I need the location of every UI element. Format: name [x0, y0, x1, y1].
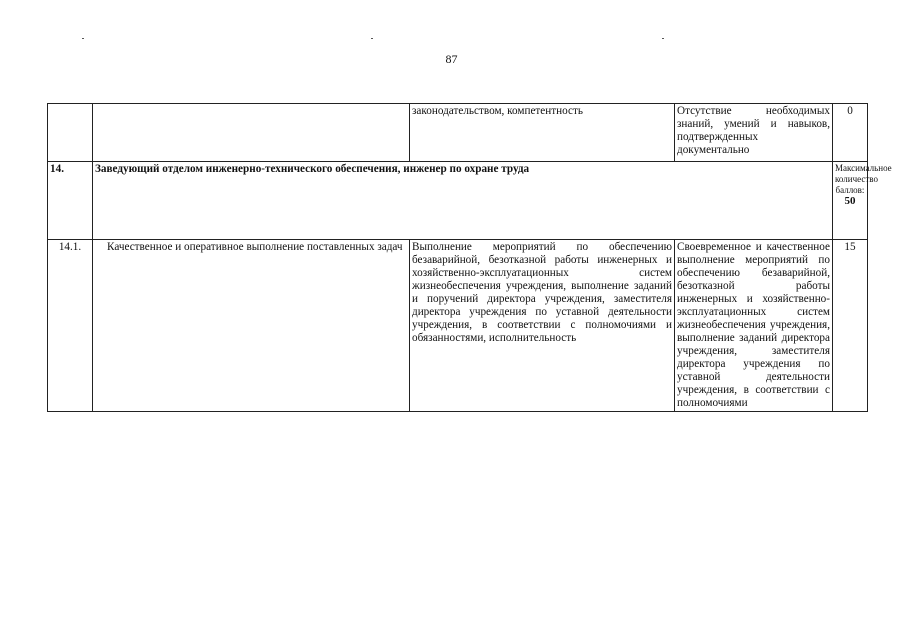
section-number: 14.: [48, 162, 93, 240]
score-value: 15: [833, 240, 868, 412]
evaluation-criterion: Отсутствие необходимых знаний, умений и навыков, подтвержденных документально: [675, 104, 833, 162]
section-header-row: [48, 162, 868, 240]
indicator-name: Качественное и оперативное выполнение поставленных задач: [93, 240, 410, 412]
max-score-cell: [833, 162, 892, 240]
max-score-label: Максимальное количество баллов:: [835, 163, 892, 195]
indicator-description: Выполнение мероприятий по обеспечению безаварийной, безотказной работы инженерных и хозяйственно-эксплуатационных систем жизнеобеспечения учреждения, выполнение заданий и поручений директора учреждения, заместителя директора учреждения по уставной деятельности учреждения, в соответствии с полномочиями и обязанностями, исполнительность: [410, 240, 675, 412]
scan-mark: [662, 38, 664, 39]
evaluation-criterion: Своевременное и качественное выполнение мероприятий по обеспечению безаварийной, безотказной работы инженерных и хозяйственно-эксплуатационных систем жизнеобеспечения учреждения, выполнение заданий директора учреждения, заместителя директора учреждения по уставной деятельности учреждения, в соответствии с полномочиями: [675, 240, 833, 412]
table-row: [48, 240, 868, 412]
scan-mark: [371, 38, 373, 39]
section-title: Заведующий отделом инженерно-технического обеспечения, инженер по охране труда: [93, 162, 833, 240]
indicator-description: законодательством, компетентность: [410, 104, 675, 162]
row-number: 14.1.: [48, 240, 93, 412]
score-value: 0: [833, 104, 868, 162]
scan-mark: [82, 38, 84, 39]
indicator-name: [93, 104, 410, 162]
row-number: [48, 104, 93, 162]
table-row-continuation: [48, 104, 868, 162]
criteria-table: [47, 103, 892, 412]
page-number: 87: [445, 52, 458, 66]
max-score-value: 50: [844, 195, 856, 207]
